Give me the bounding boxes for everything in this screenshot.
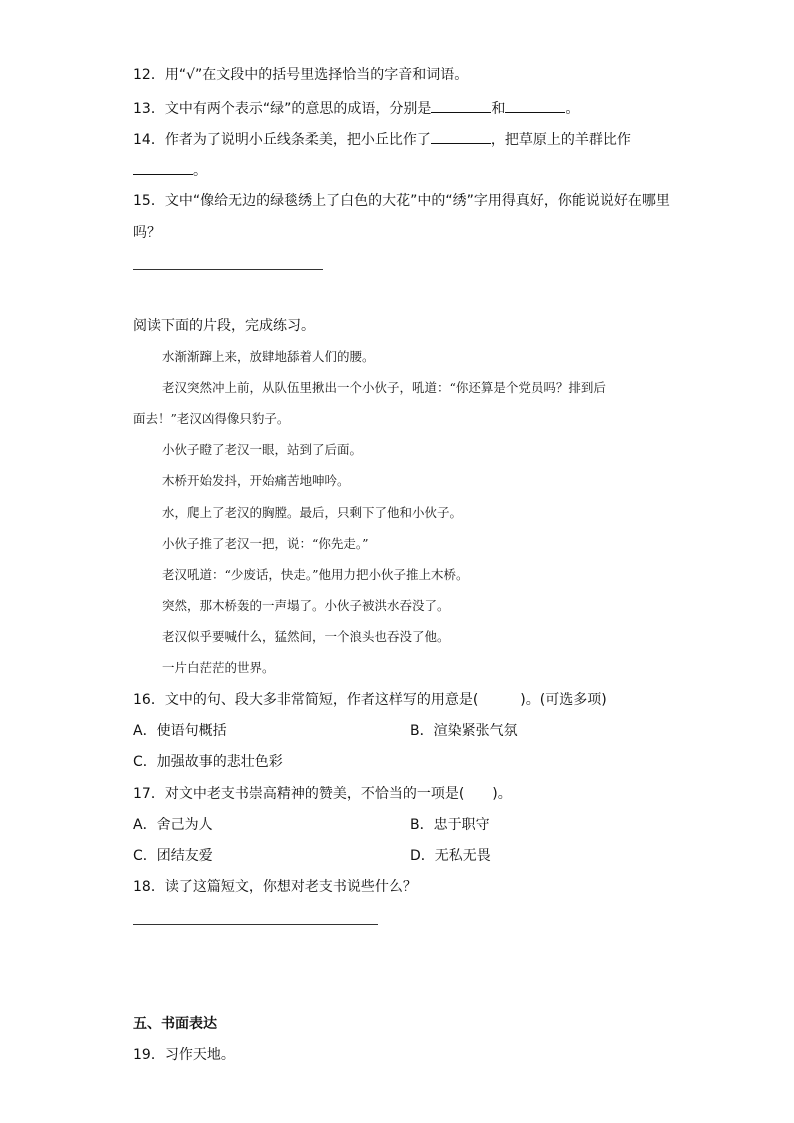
answer-blank[interactable]: [431, 98, 491, 113]
passage-paragraph: 小伙子瞪了老汉一眼，站到了后面。: [162, 442, 363, 457]
reading-intro: 阅读下面的片段，完成练习。: [133, 318, 315, 334]
question-13: [133, 98, 579, 119]
option-c[interactable]: C．加强故事的悲壮色彩: [133, 754, 283, 770]
question-16: 16．文中的句、段大多非常简短，作者这样写的用意是( )。(可选多项): [133, 692, 607, 708]
section-heading: 五、书面表达: [133, 1016, 217, 1032]
passage-paragraph: 一片白茫茫的世界。: [162, 660, 275, 675]
passage-paragraph: 老汉吼道：“少废话，快走。”他用力把小伙子推上木桥。: [162, 567, 469, 582]
option-c[interactable]: C．团结友爱: [133, 848, 213, 864]
answer-line[interactable]: [133, 269, 323, 270]
answer-blank[interactable]: [431, 129, 491, 144]
passage-paragraph: 水渐渐蹿上来，放肆地舔着人们的腰。: [162, 349, 375, 364]
passage-paragraph: 水，爬上了老汉的胸膛。最后，只剩下了他和小伙子。: [162, 505, 463, 520]
option-b[interactable]: B．渲染紧张气氛: [410, 723, 518, 739]
question-13-text: 13．文中有两个表示“绿”的意思的成语，分别是: [133, 101, 432, 117]
answer-line[interactable]: [133, 924, 378, 925]
question-15-line1: 15．文中“像给无边的绿毯绣上了白色的大花”中的“绣”字用得真好，你能说说好在哪里: [133, 193, 670, 209]
passage-paragraph: 小伙子推了老汉一把，说：“你先走。”: [162, 536, 369, 551]
option-b[interactable]: B．忠于职守: [410, 817, 490, 833]
question-17: 17．对文中老支书崇高精神的赞美，不恰当的一项是( )。: [133, 786, 512, 802]
question-13-text: 。: [565, 101, 580, 117]
question-15-line2: 吗？: [133, 225, 161, 241]
question-12: 12．用“√”在文段中的括号里选择恰当的字音和词语。: [133, 67, 469, 83]
passage-paragraph: 面去！”老汉凶得像只豹子。: [133, 411, 290, 426]
passage-paragraph: 突然，那木桥轰的一声塌了。小伙子被洪水吞没了。: [162, 598, 450, 613]
question-18: 18．读了这篇短文，你想对老支书说些什么？: [133, 879, 417, 895]
passage-paragraph: 木桥开始发抖，开始痛苦地呻吟。: [162, 473, 350, 488]
passage-paragraph: 老汉似乎要喊什么，猛然间，一个浪头也吞没了他。: [162, 629, 450, 644]
question-19: 19．习作天地。: [133, 1047, 235, 1063]
answer-blank[interactable]: [505, 98, 565, 113]
question-14-text: 14．作者为了说明小丘线条柔美，把小丘比作了: [133, 132, 431, 148]
question-14-text: 。: [193, 163, 207, 179]
question-13-text: 和: [491, 101, 506, 117]
option-d[interactable]: D．无私无畏: [410, 848, 491, 864]
passage-paragraph: 老汉突然冲上前，从队伍里揪出一个小伙子，吼道：“你还算是个党员吗？排到后: [162, 380, 606, 395]
question-14: [133, 129, 631, 150]
question-14-text: ，把草原上的羊群比作: [490, 132, 631, 148]
question-14-cont: [133, 160, 207, 181]
option-a[interactable]: A．使语句概括: [133, 723, 227, 739]
answer-blank[interactable]: [133, 160, 193, 175]
option-a[interactable]: A．舍己为人: [133, 817, 213, 833]
